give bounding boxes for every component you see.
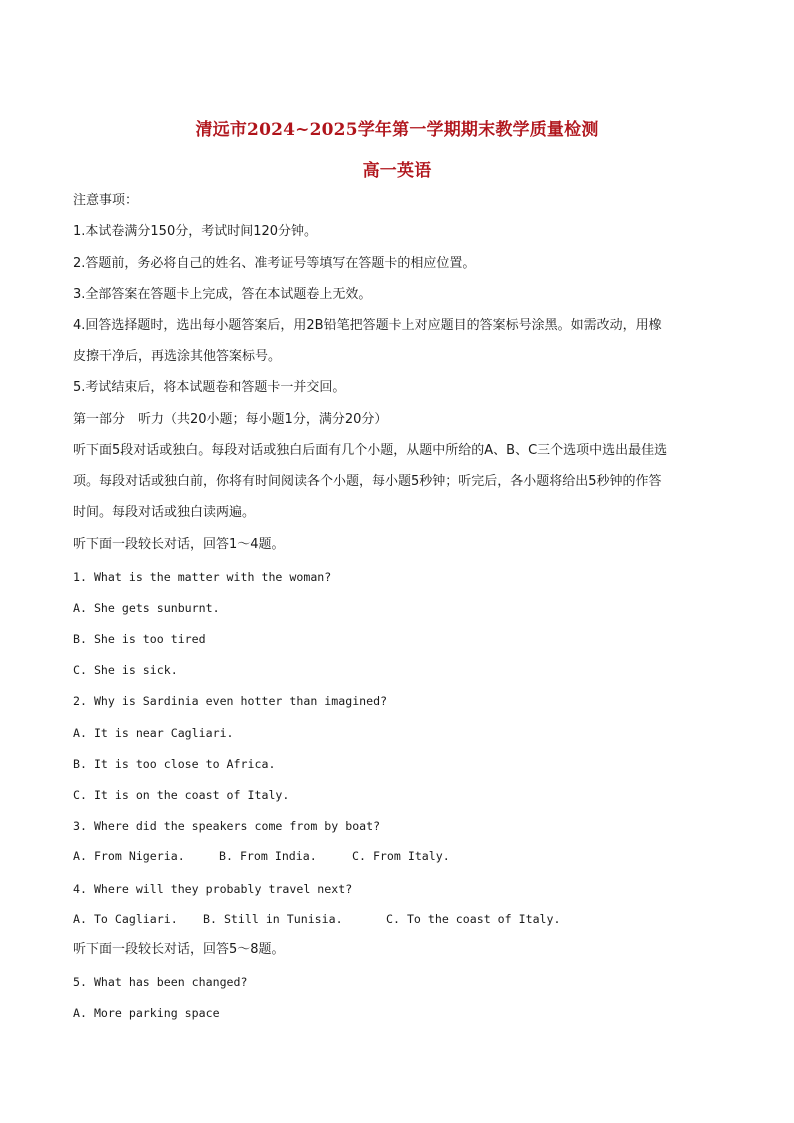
- note-item: 皮擦干净后，再选涂其他答案标号。: [73, 349, 282, 364]
- instruction-line: 时间。每段对话或独白读两遍。: [73, 505, 256, 520]
- answer-option: C. It is on the coast of Italy.: [73, 788, 290, 802]
- answer-option: C. She is sick.: [73, 663, 178, 677]
- answer-option: A. More parking space: [73, 1006, 220, 1020]
- question-stem: 1. What is the matter with the woman?: [73, 570, 332, 584]
- question-stem: 4. Where will they probably travel next?: [73, 882, 353, 896]
- note-item: 1.本试卷满分150分，考试时间120分钟。: [73, 224, 318, 239]
- answer-option: C. From Italy.: [352, 849, 450, 863]
- note-item: 5.考试结束后，将本试题卷和答题卡一并交回。: [73, 380, 346, 395]
- note-item: 3.全部答案在答题卡上完成，答在本试题卷上无效。: [73, 287, 372, 302]
- notes-heading: 注意事项：: [73, 193, 139, 208]
- answer-options-row: [73, 849, 450, 863]
- note-item: 4.回答选择题时，选出每小题答案后，用2B铅笔把答题卡上对应题目的答案标号涂黑。如需改动，用橡: [73, 318, 662, 333]
- section-heading: 第一部分 听力（共20小题；每小题1分，满分20分）: [73, 412, 388, 427]
- question-stem: 2. Why is Sardinia even hotter than imagined?: [73, 694, 388, 708]
- answer-options-row: [73, 912, 561, 926]
- page-title: 清远市2024~2025学年第一学期期末教学质量检测: [195, 120, 599, 140]
- group-heading: 听下面一段较长对话，回答5～8题。: [73, 942, 285, 957]
- answer-option: B. Still in Tunisia.: [203, 912, 343, 926]
- instruction-line: 项。每段对话或独白前，你将有时间阅读各个小题，每小题5秒钟；听完后，各小题将给出5秒钟的作答: [73, 474, 662, 489]
- group-heading: 听下面一段较长对话，回答1～4题。: [73, 537, 285, 552]
- answer-option: C. To the coast of Italy.: [386, 912, 561, 926]
- question-stem: 5. What has been changed?: [73, 975, 248, 989]
- answer-option: B. It is too close to Africa.: [73, 757, 276, 771]
- answer-option: A. It is near Cagliari.: [73, 726, 234, 740]
- answer-option: A. From Nigeria.: [73, 849, 185, 863]
- answer-option: A. To Cagliari.: [73, 912, 178, 926]
- answer-option: B. She is too tired: [73, 632, 206, 646]
- answer-option: B. From India.: [219, 849, 317, 863]
- page-subtitle: 高一英语: [362, 161, 432, 181]
- question-stem: 3. Where did the speakers come from by boat?: [73, 819, 381, 833]
- note-item: 2.答题前，务必将自己的姓名、准考证号等填写在答题卡的相应位置。: [73, 256, 476, 271]
- answer-option: A. She gets sunburnt.: [73, 601, 220, 615]
- instruction-line: 听下面5段对话或独白。每段对话或独白后面有几个小题，从题中所给的A、B、C三个选项中选出最佳选: [73, 443, 668, 458]
